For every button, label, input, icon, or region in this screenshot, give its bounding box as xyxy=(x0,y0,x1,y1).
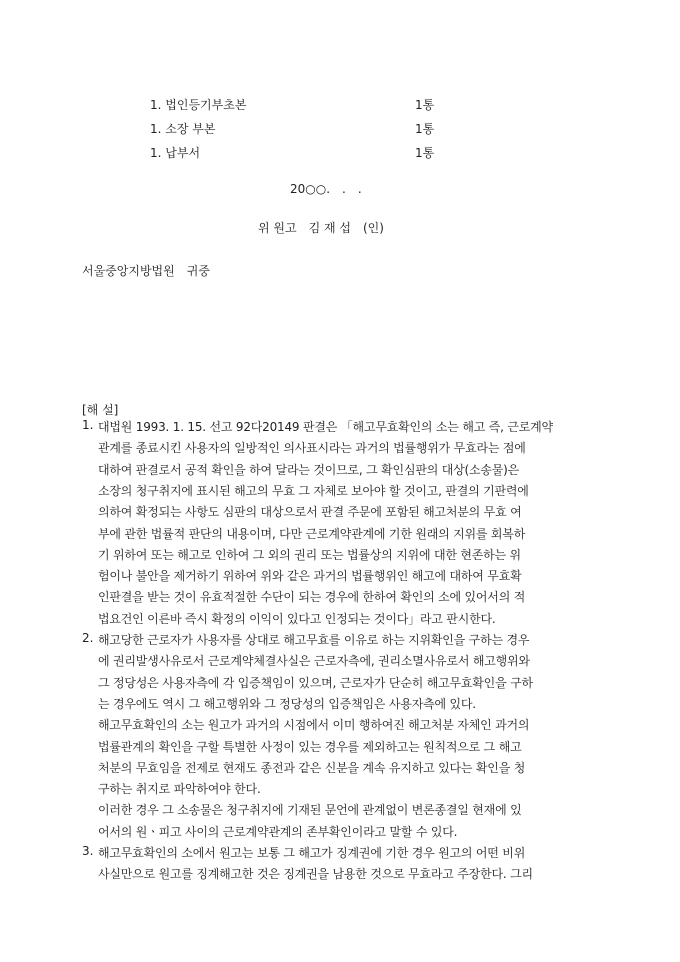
attachment-label: 1. 법인등기부초본 xyxy=(150,98,247,112)
commentary-line: 관계를 종료시킨 사용자의 일방적인 의사표시라는 과거의 법률행위가 무효라는 점에 xyxy=(98,441,526,456)
commentary-line: 에 권리발생사유로서 근로계약체결사실은 근로자측에, 권리소멸사유로서 해고행위와 xyxy=(98,654,530,669)
commentary-line: 험이나 불안을 제거하기 위하여 위와 같은 과거의 법률행위인 해고에 대하여 무효확 xyxy=(98,569,522,584)
commentary-line: 구하는 취지로 파악하여야 한다. xyxy=(98,782,261,797)
commentary-line: 이러한 경우 그 소송물은 청구취지에 기재된 문언에 관계없이 변론종결일 현재에 있 xyxy=(98,803,522,818)
commentary-line: 그 정당성은 사용자측에 각 입증책임이 있으며, 근로자가 단순히 해고무효확인을 구하 xyxy=(98,675,533,690)
commentary-line: 의하여 확정되는 사항도 심판의 대상으로서 판결 주문에 포함된 해고처분의 무효 여 xyxy=(98,505,522,520)
commentary-line: 기 위하여 또는 해고로 인하여 그 외의 권리 또는 법률상의 지위에 대한 현존하는 위 xyxy=(98,547,521,562)
plaintiff-signature: 위 원고 김 재 섭 (인) xyxy=(258,221,384,235)
commentary-line: 사실만으로 원고를 징계해고한 것은 징계권을 남용한 것으로 무효라고 주장한다. 그리 xyxy=(98,867,533,882)
commentary-line: 어서의 원ㆍ피고 사이의 근로계약관계의 존부확인이라고 말할 수 있다. xyxy=(98,824,458,839)
filing-date: 20○○. . . xyxy=(290,182,362,196)
commentary-line: 인판결을 받는 것이 유효적절한 수단이 되는 경우에 한하여 확인의 소에 있어서의 적 xyxy=(98,590,526,605)
commentary-item-number: 2. xyxy=(82,631,94,645)
commentary-line: 해고무효확인의 소에서 원고는 보통 그 해고가 징계권에 기한 경우 원고의 어떤 비위 xyxy=(98,846,526,860)
attachment-count: 1통 xyxy=(415,146,435,160)
attachment-count: 1통 xyxy=(415,98,435,112)
commentary-line: 처분의 무효임을 전제로 현재도 종전과 같은 신분을 계속 유지하고 있다는 확인을 청 xyxy=(98,760,526,775)
commentary-line: 대법원 1993. 1. 15. 선고 92다20149 판결은 「해고무효확인의 소는 해고 즉, 근로계약 xyxy=(98,420,553,434)
commentary-line: 소장의 청구취지에 표시된 해고의 무효 그 자체로 보아야 할 것이고, 판결의 기판력에 xyxy=(98,483,529,498)
court-addressee: 서울중앙지방법원 귀중 xyxy=(82,264,210,278)
commentary-line: 법률관계의 확인을 구할 특별한 사정이 있는 경우를 제외하고는 원칙적으로 그 해고 xyxy=(98,739,522,754)
commentary-item-number: 3. xyxy=(82,844,94,858)
commentary-line: 해고무효확인의 소는 원고가 과거의 시점에서 이미 행하여진 해고처분 자체인 과거의 xyxy=(98,718,530,733)
commentary-line: 부에 관한 법률적 판단의 내용이며, 다만 근로계약관계에 기한 원래의 지위를 회복하 xyxy=(98,526,526,541)
commentary-line: 대하여 판결로서 공적 확인을 하여 달라는 것이므로, 그 확인심판의 대상(소송물)은 xyxy=(98,462,520,477)
attachment-label: 1. 납부서 xyxy=(150,146,201,160)
commentary-heading: [해 설] xyxy=(82,403,119,417)
attachment-label: 1. 소장 부본 xyxy=(150,122,216,136)
commentary-item-number: 1. xyxy=(82,418,94,432)
attachment-count: 1통 xyxy=(415,122,435,136)
commentary-line: 법요건인 이른바 즉시 확정의 이익이 있다고 인정되는 것이다」라고 판시한다. xyxy=(98,611,496,626)
commentary-line: 는 경우에도 역시 그 해고행위와 그 정당성의 입증책임은 사용자측에 있다. xyxy=(98,696,476,711)
commentary-line: 해고당한 근로자가 사용자를 상대로 해고무효를 이유로 하는 지위확인을 구하는 경우 xyxy=(98,633,530,647)
